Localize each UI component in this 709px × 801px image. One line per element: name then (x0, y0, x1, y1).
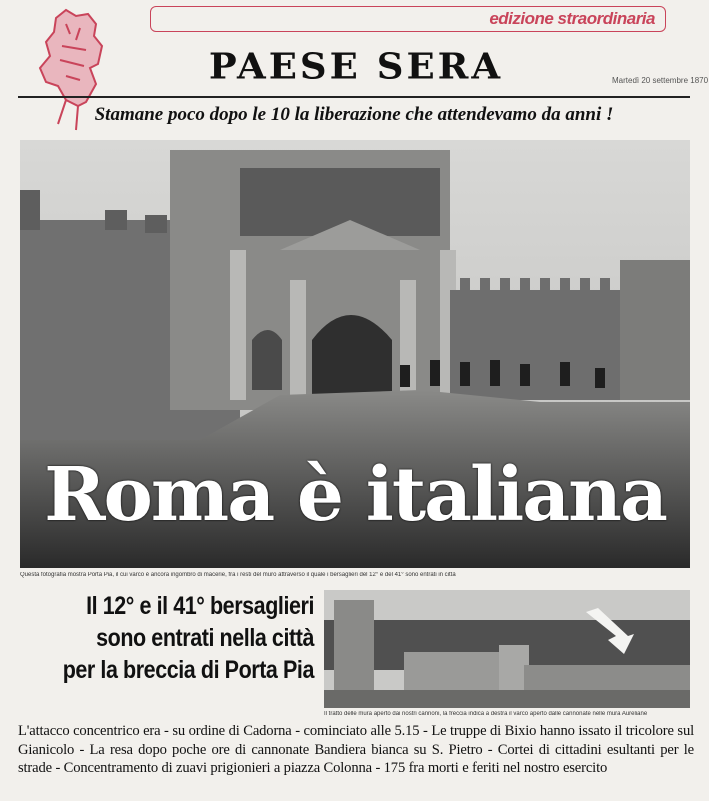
edition-label: edizione straordinaria (489, 9, 655, 28)
secondary-headline-line: sono entrati nella città (96, 624, 314, 652)
breach-photo (324, 590, 690, 708)
masthead: PAESE SERA (208, 45, 504, 87)
subheadline: Stamane poco dopo le 10 la liberazione che attendevamo da anni ! (94, 104, 614, 125)
main-photo-caption: Questa fotografia mostra Porta Pia, il cui varco è ancora ingombro di macerie, fra i resti del muro attraverso il quale i bersaglieri del 12° e del 41° sono entrati in città (20, 572, 456, 578)
breach-illustration (324, 590, 690, 708)
masthead-rule (18, 96, 690, 98)
edition-banner (150, 6, 666, 32)
dateline: Martedì 20 settembre 1870 (612, 76, 709, 85)
secondary-headline (59, 590, 314, 686)
secondary-headline-line: per la breccia di Porta Pia (62, 656, 314, 684)
summary-paragraph: L'attacco concentrico era - su ordine di Cadorna - cominciato alle 5.15 - Le truppe di Bixio hanno issato il tricolore sul Gianicolo - La resa dopo poche ore di cannonate Bandiera bianca su S. Pietro - Cortei di cittadini esultanti per le strade - Concentramento di zuavi prigionieri a piazza Colonna - 175 fra morti e feriti nel nostro esercito (18, 723, 694, 776)
main-headline: Roma è italiana (44, 452, 666, 538)
breach-photo-caption: Il tratto delle mura aperto dai nostri cannoni, la freccia indica a destra il varco aperto dalle cannonate nelle mura Aureliane (324, 711, 648, 717)
secondary-headline-line: Il 12° e il 41° bersaglieri (86, 592, 315, 620)
